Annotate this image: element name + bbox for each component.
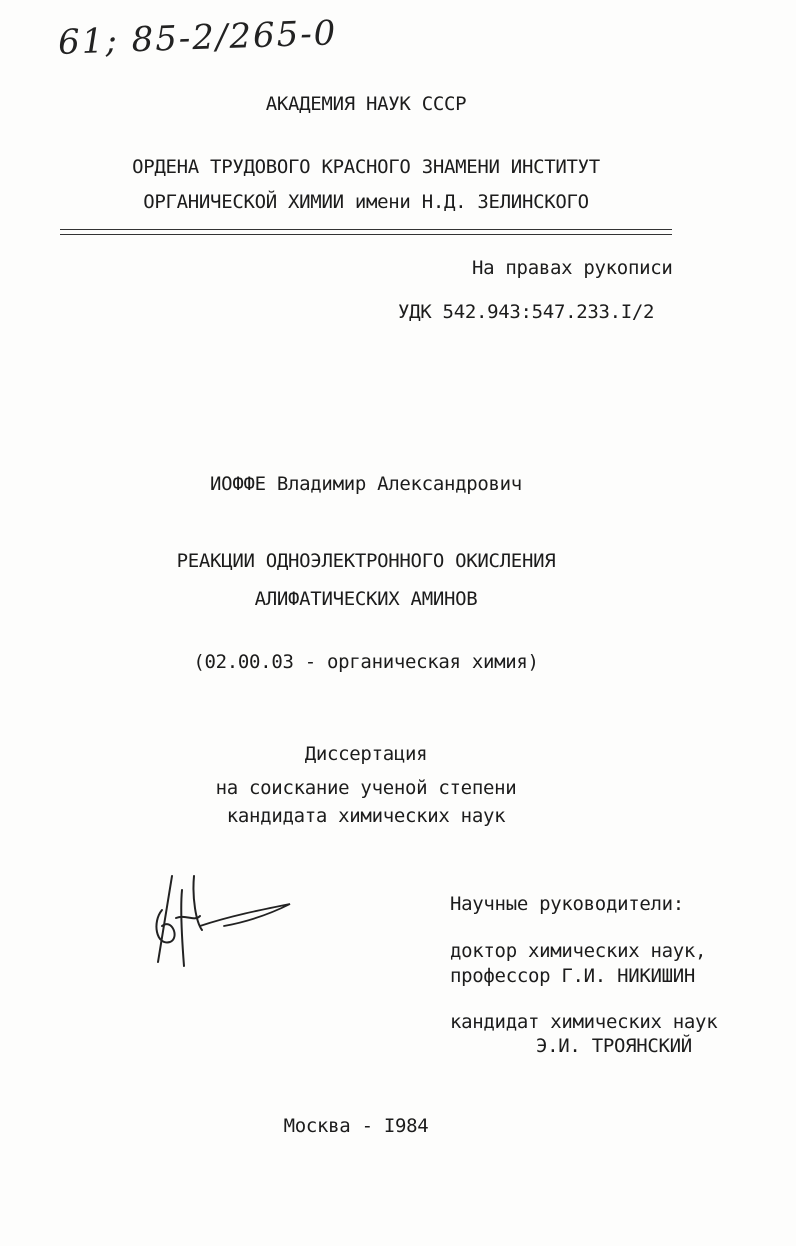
academy-name: АКАДЕМИЯ НАУК СССР: [265, 93, 467, 115]
degree-line: на соискание ученой степени: [215, 777, 517, 799]
institute-name-line1: ОРДЕНА ТРУДОВОГО КРАСНОГО ЗНАМЕНИ ИНСТИТУТ: [132, 156, 600, 178]
supervisor-1-degree: доктор химических наук,: [450, 940, 707, 962]
supervisor-2-name: Э.И. ТРОЯНСКИЙ: [536, 1035, 692, 1057]
institute-name-line2: ОРГАНИЧЕСКОЙ ХИМИИ имени Н.Д. ЗЕЛИНСКОГО: [143, 191, 589, 213]
double-rule-top: [60, 229, 672, 230]
udk-code: УДК 542.943:547.233.I/2: [398, 301, 655, 323]
author-name: ИОФФЕ Владимир Александрович: [210, 473, 522, 495]
thesis-title-line1: РЕАКЦИИ ОДНОЭЛЕКТРОННОГО ОКИСЛЕНИЯ: [176, 550, 556, 572]
rights-notice: На правах рукописи: [472, 257, 673, 279]
double-rule-bottom: [60, 234, 672, 235]
handwritten-archive-number: 61; 85-2/265-0: [57, 13, 339, 63]
specialty-code: (02.00.03 - органическая химия): [193, 651, 539, 673]
city-year: Москва - I984: [283, 1115, 429, 1137]
dissertation-label: Диссертация: [304, 743, 428, 765]
supervisors-heading: Научные руководители:: [450, 893, 684, 915]
degree-field-line: кандидата химических наук: [226, 805, 506, 827]
supervisor-1-name: профессор Г.И. НИКИШИН: [450, 965, 696, 987]
author-signature: [150, 870, 300, 970]
thesis-title-line2: АЛИФАТИЧЕСКИХ АМИНОВ: [254, 588, 478, 610]
supervisor-2-degree: кандидат химических наук: [450, 1011, 718, 1033]
